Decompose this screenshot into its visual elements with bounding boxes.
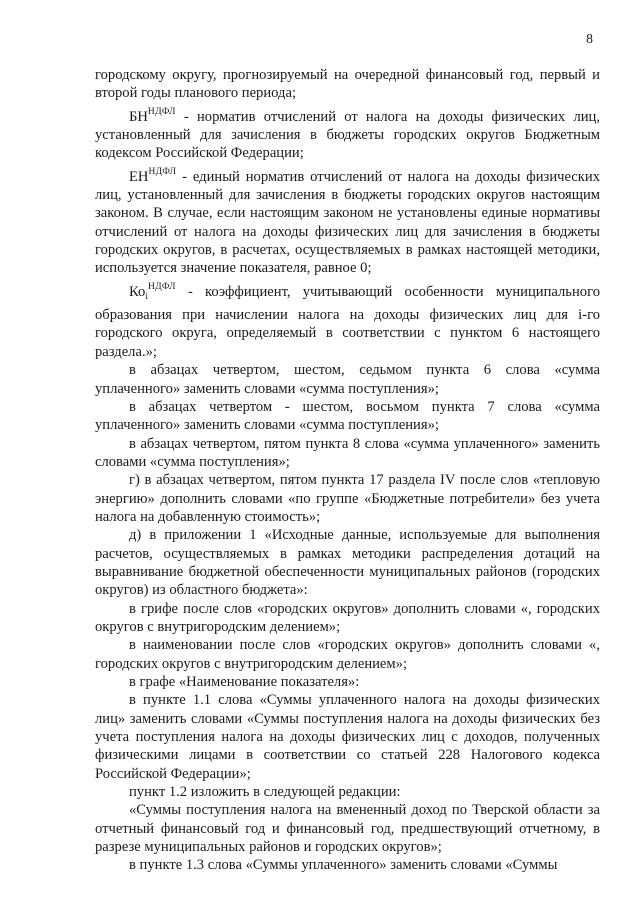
- paragraph-item-1-3-amendment: в пункте 1.3 слова «Суммы уплаченного» заменить словами «Суммы: [129, 857, 558, 874]
- formula-symbol: ЕН: [129, 168, 149, 185]
- definition-text: - коэффициент, учитывающий особенности муниципального образования при начислении налога на доходы физических лиц для i-го городского округа, определяемый в соответствии с пунктом 6 настоящего раздела.»;: [95, 283, 600, 360]
- paragraph-en-ndfl-definition: [95, 163, 600, 278]
- paragraph-item-1-2-intro: пункт 1.2 изложить в следующей редакции:: [129, 784, 401, 801]
- paragraph-grif-amendment: в грифе после слов «городских округов» дополнить словами «, городских округов с внутригородским делением»;: [95, 600, 600, 635]
- paragraph-item-1-1-amendment: в пункте 1.1 слова «Суммы уплаченного налога на доходы физических лиц» заменить словами «Суммы поступления налога на доходы физических без учета поступления налога на доходы физических лиц с доходов, полученных физическими лицами в соответствии со статьей 228 Налогового кодекса Российской Федерации»;: [95, 692, 600, 782]
- paragraph-ko-ndfl-definition: [95, 278, 600, 361]
- paragraph-subitem-g: г) в абзацах четвертом, пятом пункта 17 раздела IV после слов «тепловую энергию» дополнить словами «по группе «Бюджетные потребители» без учета налога на добавленную стоимость»;: [95, 472, 600, 525]
- formula-symbol: БН: [129, 108, 148, 125]
- paragraph-column-heading: в графе «Наименование показателя»:: [129, 674, 360, 690]
- document-body: [95, 66, 600, 875]
- formula-subscript: i: [145, 291, 148, 302]
- formula-superscript: НДФЛ: [148, 166, 177, 177]
- formula-superscript: НДФЛ: [147, 281, 176, 292]
- definition-text: - единый норматив отчислений от налога на доходы физических лиц, установленный для зачисления в бюджеты городских округов настоящим законом. В случае, если настоящим законом не установлены единые нормативы отчислений от налога на доходы физических лиц для зачисления в бюджеты городских округов, в расчетах, осуществляемых в рамках настоящей методики, используется значение показателя, равное 0;: [95, 168, 600, 277]
- paragraph-bn-ndfl-definition: [95, 103, 600, 163]
- formula-symbol: Ко: [129, 283, 146, 300]
- paragraph-title-amendment: в наименовании после слов «городских округов» дополнить словами «, городских округов с внутригородским делением»;: [95, 637, 600, 672]
- paragraph-item-6-amendment: в абзацах четвертом, шестом, седьмом пункта 6 слова «сумма уплаченного» заменить словами «сумма поступления»;: [95, 362, 600, 397]
- definition-text: - норматив отчислений от налога на доходы физических лиц, установленный для зачисления в бюджеты городских округов Бюджетным кодексом Российской Федерации;: [95, 108, 600, 162]
- formula-superscript: НДФЛ: [147, 106, 176, 117]
- paragraph-continuation: городскому округу, прогнозируемый на очередной финансовый год, первый и второй годы планового периода;: [95, 67, 600, 102]
- page-number: 8: [586, 32, 593, 47]
- paragraph-subitem-d: д) в приложении 1 «Исходные данные, используемые для выполнения расчетов, осуществляемых в рамках методики распределения дотаций на выравнивание бюджетной обеспеченности муниципальных районов (городских округов) из областного бюджета»:: [95, 527, 600, 599]
- paragraph-item-7-amendment: в абзацах четвертом - шестом, восьмом пункта 7 слова «сумма уплаченного» заменить словами «сумма поступления»;: [95, 398, 600, 434]
- paragraph-item-1-2-new-text: «Суммы поступления налога на вмененный доход по Тверской области за отчетный финансовый год и финансовый год, предшествующий отчетному, в разрезе муниципальных районов и городских округов»;: [95, 802, 600, 856]
- paragraph-item-8-amendment: в абзацах четвертом, пятом пункта 8 слова «сумма уплаченного» заменить словами «сумма поступления»;: [95, 435, 600, 470]
